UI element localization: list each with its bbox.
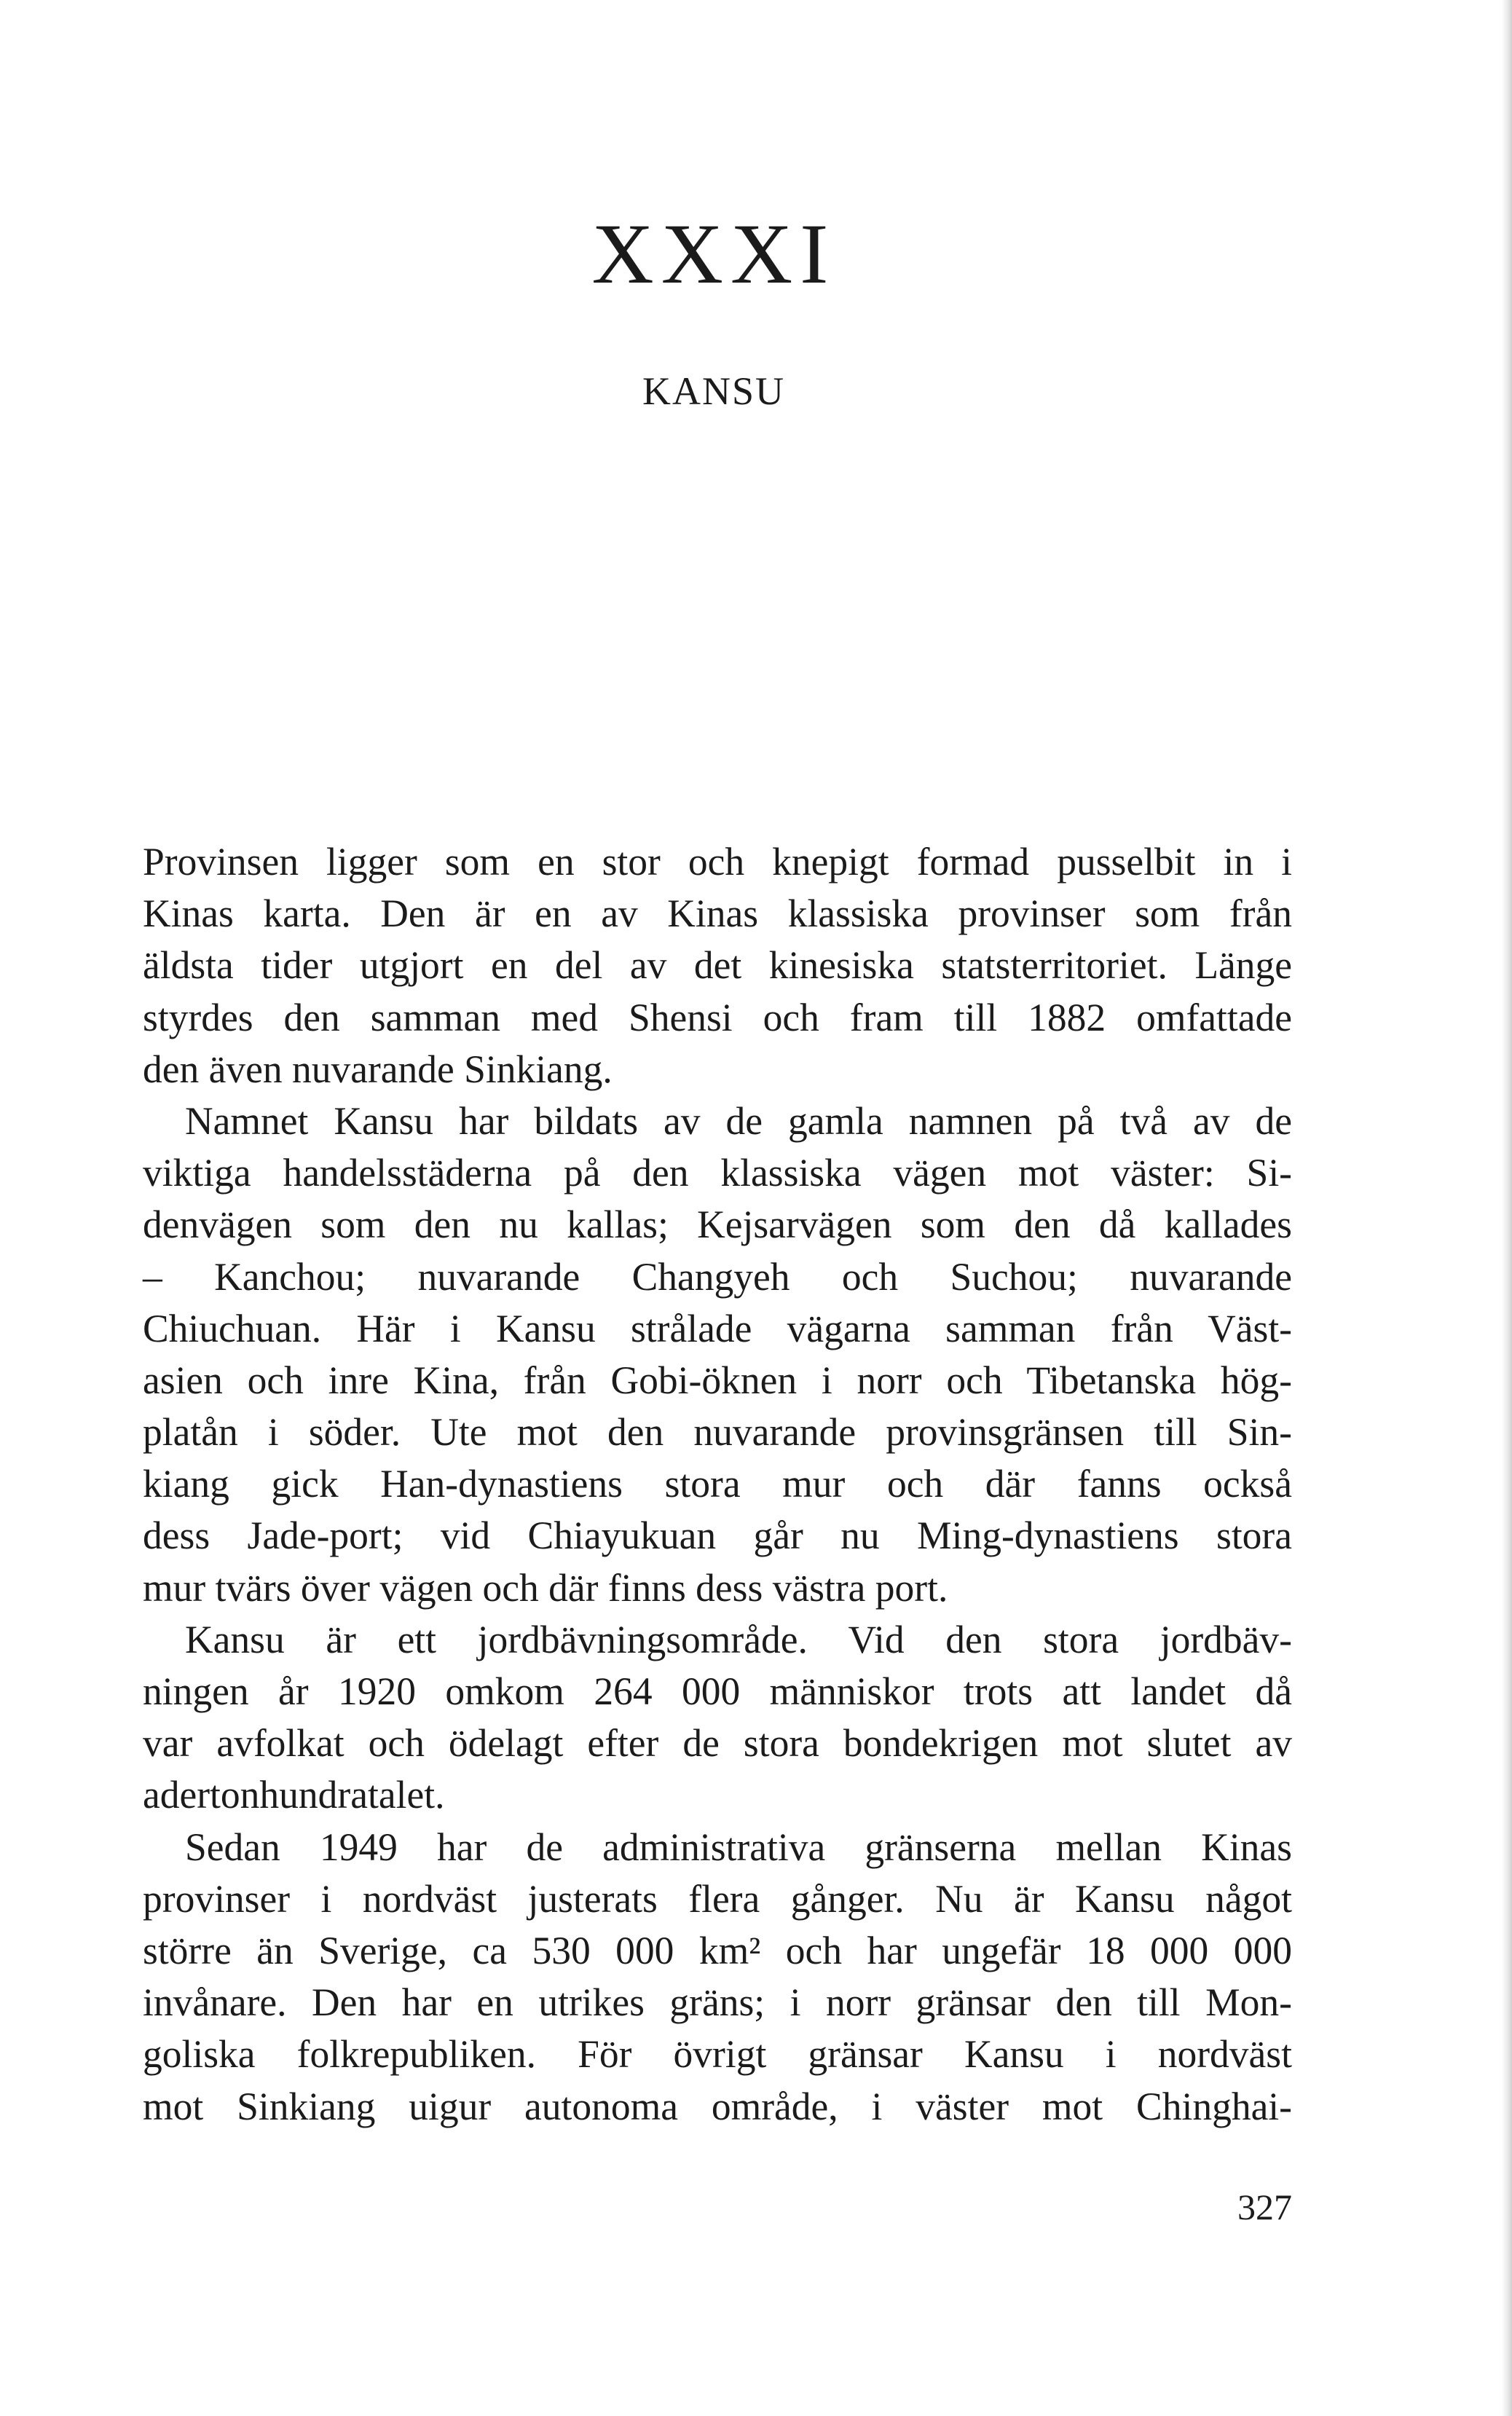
text-line: – Kanchou; nuvarande Changyeh och Suchou; nuvarande: [143, 1254, 1292, 1299]
paragraph-4: [143, 1822, 1292, 2133]
text-line: styrdes den samman med Shensi och fram till 1882 omfattade: [143, 995, 1292, 1039]
text-line: Kinas karta. Den är en av Kinas klassiska provinser som från: [143, 892, 1292, 936]
text-line: Kansu är ett jordbävningsområde. Vid den stora jordbäv-: [185, 1617, 1292, 1661]
text-line: viktiga handelsstäderna på den klassiska vägen mot väster: Si-: [143, 1151, 1292, 1195]
page-number: 327: [1237, 2187, 1292, 2227]
text-line: större än Sverige, ca 530 000 km² och har ungefär 18 000 000: [143, 1928, 1292, 1972]
text-line: äldsta tider utgjort en del av det kinesiska statsterritoriet. Länge: [143, 943, 1292, 988]
chapter-number: XXXI: [591, 206, 836, 302]
paragraph-1: [143, 836, 1292, 1095]
text-line: dess Jade-port; vid Chiayukuan går nu Ming-dynastiens stora: [143, 1514, 1292, 1558]
paragraph-3: [143, 1614, 1292, 1822]
text-line: invånare. Den har en utrikes gräns; i norr gränsar den till Mon-: [143, 1980, 1292, 2025]
text-line: Namnet Kansu har bildats av de gamla namnen på två av de: [185, 1098, 1292, 1143]
text-line: mur tvärs över vägen och där finns dess västra port.: [143, 1565, 948, 1610]
text-line: adertonhundratalet.: [143, 1773, 445, 1817]
text-line: var avfolkat och ödelagt efter de stora bondekrigen mot slutet av: [143, 1721, 1292, 1766]
text-line: goliska folkrepubliken. För övrigt gränsar Kansu i nordväst: [143, 2032, 1292, 2077]
page-edge-shadow: [1502, 0, 1512, 2416]
text-line: asien och inre Kina, från Gobi-öknen i norr och Tibetanska hög-: [143, 1358, 1292, 1402]
text-line: platån i söder. Ute mot den nuvarande provinsgränsen till Sin-: [143, 1410, 1292, 1455]
text-line: Sedan 1949 har de administrativa gränserna mellan Kinas: [185, 1825, 1292, 1869]
text-line: Provinsen ligger som en stor och knepigt formad pusselbit in i: [143, 840, 1292, 884]
text-line: provinser i nordväst justerats flera gånger. Nu är Kansu något: [143, 1876, 1292, 1921]
body-text: [143, 836, 1292, 2133]
text-line: ningen år 1920 omkom 264 000 människor trots att landet då: [143, 1669, 1292, 1713]
text-line: den även nuvarande Sinkiang.: [143, 1047, 613, 1091]
text-line: denvägen som den nu kallas; Kejsarvägen som den då kallades: [143, 1203, 1292, 1247]
text-line: mot Sinkiang uigur autonoma område, i väster mot Chinghai-: [143, 2084, 1292, 2128]
text-line: Chiuchuan. Här i Kansu strålade vägarna samman från Väst-: [143, 1306, 1292, 1350]
text-line: kiang gick Han-dynastiens stora mur och där fanns också: [143, 1462, 1292, 1506]
paragraph-2: [143, 1095, 1292, 1614]
chapter-title: KANSU: [642, 369, 786, 413]
